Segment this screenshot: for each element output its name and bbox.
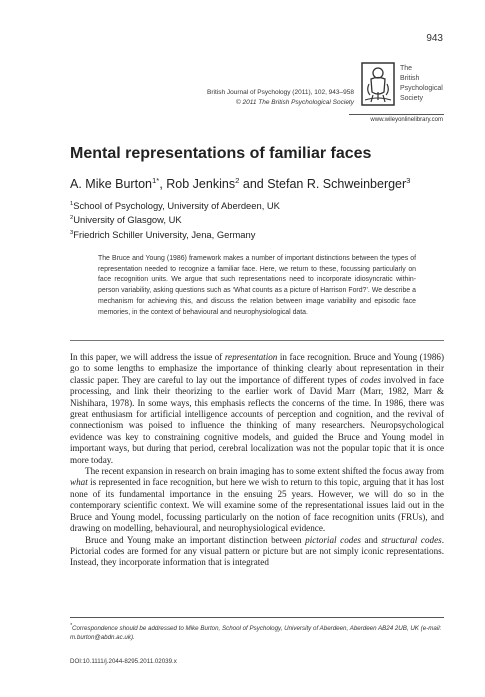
body-paragraph <box>70 535 444 569</box>
emphasis-text: what <box>70 477 88 488</box>
doi: DOI:10.1111/j.2044-8295.2011.02039.x <box>70 658 177 665</box>
affiliation-list <box>70 198 280 241</box>
society-line: The <box>400 65 413 72</box>
copyright-line: © 2011 The British Psychological Society <box>235 99 354 106</box>
author <box>70 177 166 191</box>
author-separator: and <box>239 177 268 192</box>
affiliation-text: School of Psychology, University of Aberdeen, UK <box>73 200 280 212</box>
author-affiliation-mark: 3 <box>406 176 411 185</box>
journal-citation <box>207 88 354 108</box>
emphasis-text: pictorial codes <box>305 534 361 545</box>
footnote-mark: * <box>70 623 73 629</box>
affiliation-text: University of Glasgow, UK <box>73 214 182 226</box>
bps-logo-icon <box>361 62 395 106</box>
author-affiliation-mark: 2 <box>235 176 240 185</box>
correspondence-footnote <box>70 622 444 642</box>
paragraph-text: is represented in face recognition, but here we wish to return to this topic, arguing that it has lost none of its fundamental importance in the ensuing 25 years. However, we will do so in the contemporary scientific context. We will examine some of the representational issues laid out in the Bruce and Young model, focussing particularly on the notion of face recognition units (FRUs), and drawing on modelling, behavioural, and neurophysiological evidence. <box>70 477 444 534</box>
affiliation <box>70 212 280 226</box>
paragraph-text: involved in face processing, and link their theorizing to the earlier work of David Marr (Marr, 1982, Marr & Nishihara, 1978). In some ways, this emphasis reflects the concerns of the time. In 1986, there was great enthusiasm for artificial intelligence accounts of perception and cognition, and the revival of connectionism was poised to influence the thinking of many researchers. Neuropsychological evidence was key to constraining cognitive models, and guided the Bruce and Young model in important ways, but during that period, cerebral localization was not the popular topic that it is once more today. <box>70 374 444 465</box>
paragraph-text: In this paper, we will address the issue of <box>70 352 225 362</box>
author-name: Stefan R. Schweinberger <box>267 177 407 192</box>
society-line: Society <box>400 95 423 102</box>
paragraph-text: in face recognition. Bruce and Young (1986) go to some lengths to emphasize the importance of thinking clearly about representation in their classic paper. They are careful to lay out the importance of different types of <box>70 352 444 385</box>
emphasis-text: representation <box>224 352 278 362</box>
affiliation-mark: 3 <box>70 229 74 236</box>
author-name: A. Mike Burton <box>70 177 152 192</box>
emphasis-text: codes <box>360 374 381 385</box>
society-name <box>400 64 443 104</box>
society-line: British <box>400 75 420 82</box>
footnote-text: Correspondence should be addressed to Mike Burton, School of Psychology, University of Aberdeen, Aberdeen AB24 2UB, UK (e-mail: m.burton@abdn.ac.uk). <box>70 625 442 641</box>
journal-line: British Journal of Psychology (2011), 102, 943–958 <box>207 89 354 96</box>
affiliation <box>70 198 280 212</box>
author-list <box>70 176 410 191</box>
abstract: The Bruce and Young (1986) framework makes a number of important distinctions between the types of representation needed to recognize a familiar face. Here, we return to these, focussing particularly on face recognition units. We argue that such representations need to incorporate idiosyncratic within-person variability, asking questions such as ‘What counts as a picture of Harrison Ford?’. We describe a mechanism for achieving this, and discuss the relation between image variability and episodic face memories, in the context of behavioural and neurophysiological data. <box>98 255 416 316</box>
abstract-divider <box>70 340 444 341</box>
author <box>166 177 267 191</box>
author <box>267 177 410 191</box>
affiliation <box>70 227 280 241</box>
paragraph-text: . Pictorial codes are formed for any visual pattern or picture but are not simply iconic representations. Instead, they incorporate information that is integrated <box>70 534 444 568</box>
body-paragraph <box>70 466 444 534</box>
affiliation-text: Friedrich Schiller University, Jena, Germany <box>73 228 256 240</box>
paragraph-text: and <box>360 534 382 545</box>
body-paragraph <box>70 352 444 466</box>
society-line: Psychological <box>400 85 443 92</box>
affiliation-mark: 1 <box>70 201 74 207</box>
emphasis-text: structural codes <box>381 534 442 545</box>
page-number: 943 <box>426 33 443 44</box>
paragraph-text: The recent expansion in research on brain imaging has to some extent shifted the focus away from <box>85 466 444 477</box>
corresponding-author-mark: * <box>156 176 160 185</box>
article-body <box>70 352 444 569</box>
author-name: Rob Jenkins <box>166 177 236 192</box>
affiliation-mark: 2 <box>70 215 74 222</box>
website-link[interactable]: www.wileyonlinelibrary.com <box>370 117 443 123</box>
paragraph-text: Bruce and Young make an important distinction between <box>85 534 306 545</box>
author-separator: , <box>159 177 167 192</box>
footnote-divider <box>70 617 444 618</box>
header-divider <box>349 114 444 115</box>
article-title: Mental representations of familiar faces <box>70 145 372 162</box>
author-affiliation-mark: 1 <box>151 176 157 185</box>
